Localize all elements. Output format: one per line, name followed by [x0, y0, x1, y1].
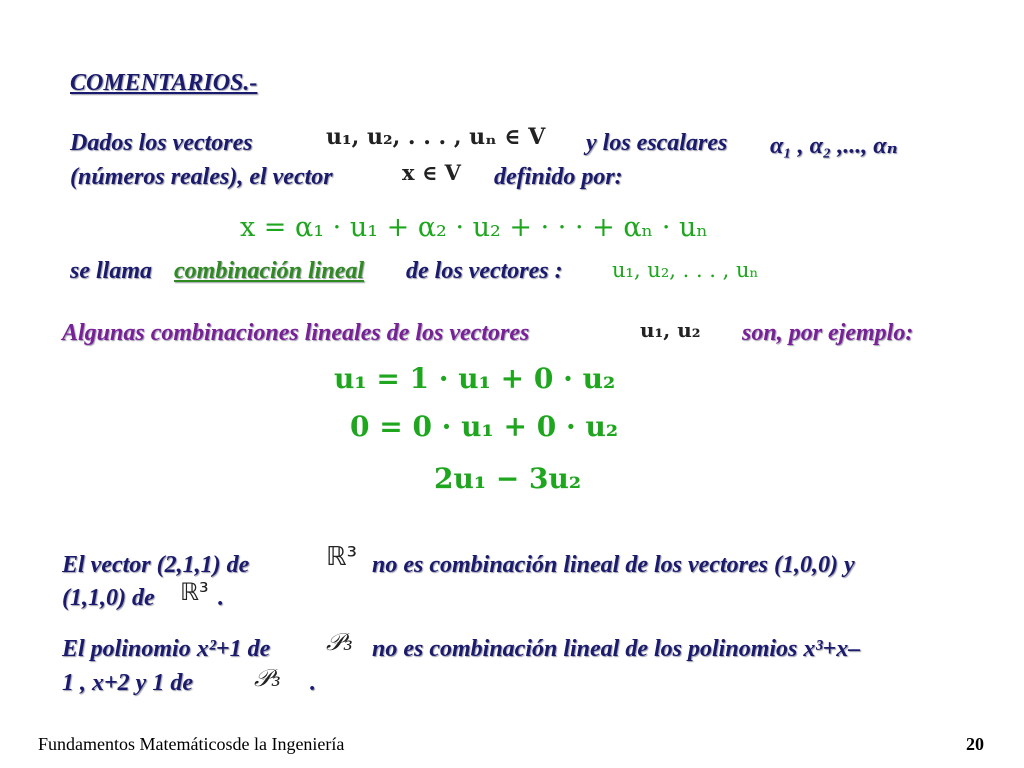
example-eq-1: u₁ = 1 · u₁ + 0 · u₂	[334, 362, 616, 395]
se-llama-text: se llama	[70, 258, 152, 284]
para1-text-1: Dados los vectores	[70, 130, 253, 156]
para1-text-4: definido por:	[494, 164, 623, 190]
vector-para-text-2: no es combinación lineal de los vectores (1,0,0) y	[372, 552, 855, 578]
vector-para-text-1: El vector (2,1,1) de	[62, 552, 250, 578]
vectors-set-formula: u₁, u₂, . . . , uₙ ∈ V	[326, 124, 546, 150]
linear-combination-formula: x = α₁ · u₁ + α₂ · u₂ + · · · + αₙ · uₙ	[240, 212, 709, 243]
page-number: 20	[966, 734, 984, 754]
para1-text-2: y los escalares	[586, 130, 728, 156]
para1-text-3: (números reales), el vector	[70, 164, 333, 190]
combinacion-lineal-term: combinación lineal	[174, 258, 365, 284]
poly-para-period: .	[310, 670, 316, 696]
algunas-text: Algunas combinaciones lineales de los vectores	[62, 320, 530, 346]
p3-symbol: 𝒫₃	[326, 628, 353, 656]
poly-para-text-2: no es combinación lineal de los polinomios x³+x–	[372, 636, 861, 662]
vectors-list-formula: u₁, u₂, . . . , uₙ	[612, 258, 759, 282]
example-eq-2: 0 = 0 · u₁ + 0 · u₂	[350, 410, 619, 443]
scalars-text: α₁ , α₂ ,..., αₙ	[770, 133, 898, 159]
r3-symbol-2: ℝ³	[180, 578, 209, 606]
poly-para-text-1: El polinomio x²+1 de	[62, 636, 271, 662]
page-title: COMENTARIOS.-	[70, 70, 258, 96]
por-ejemplo-text: son, por ejemplo:	[742, 320, 914, 346]
footer-course-title: Fundamentos Matemáticosde la Ingeniería	[38, 734, 345, 754]
poly-para-text-3: 1 , x+2 y 1 de	[62, 670, 193, 696]
p3-symbol-2: 𝒫₃	[254, 664, 281, 692]
x-in-v-formula: x ∈ V	[402, 160, 461, 185]
r3-symbol: ℝ³	[326, 542, 358, 572]
de-los-vectores-text: de los vectores :	[406, 258, 563, 284]
example-eq-3: 2u₁ − 3u₂	[434, 462, 582, 495]
vector-para-period: .	[218, 585, 224, 611]
u1-u2-formula: u₁, u₂	[640, 318, 701, 342]
vector-para-text-3: (1,1,0) de	[62, 585, 155, 611]
